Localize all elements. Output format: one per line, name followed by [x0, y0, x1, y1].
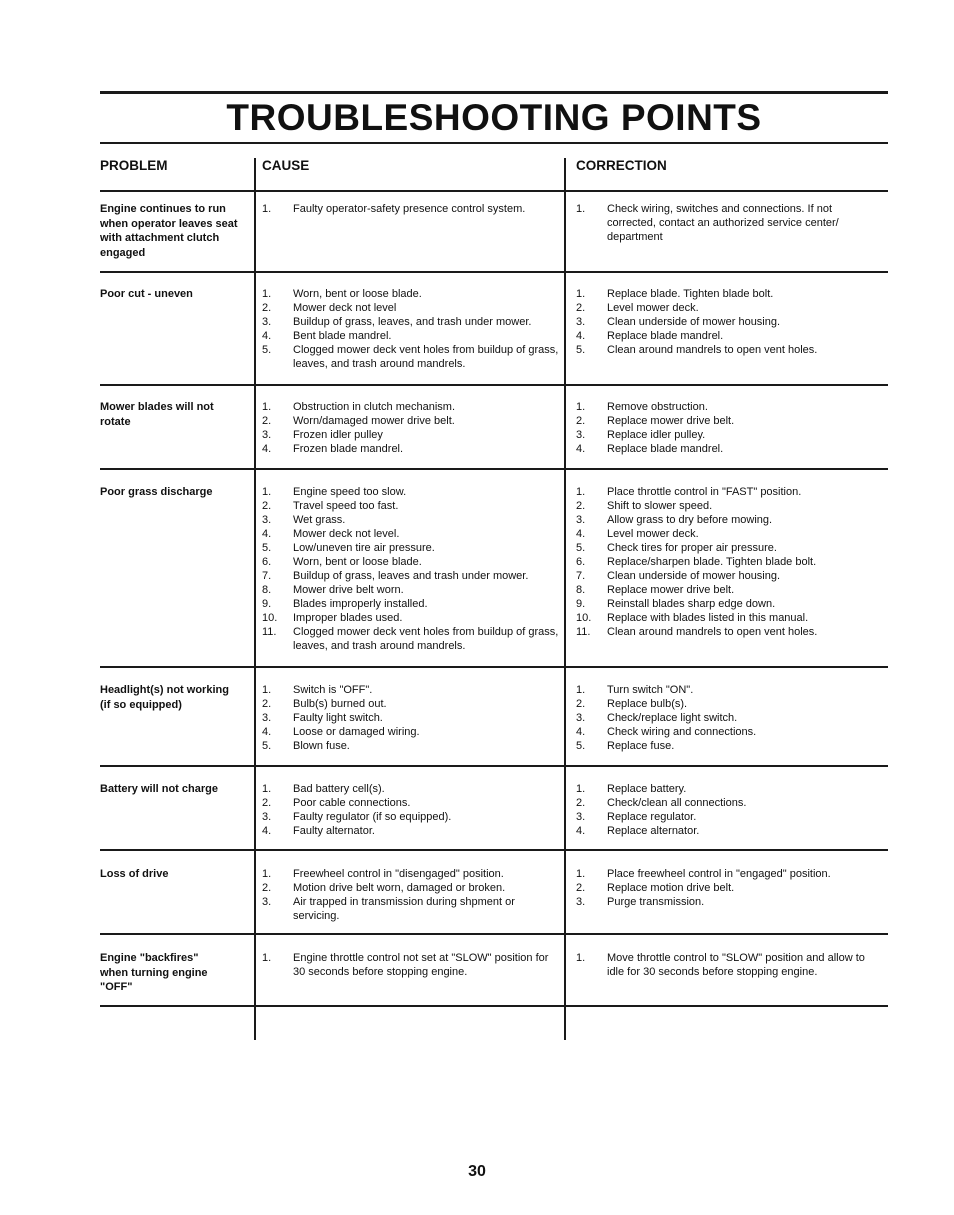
cause-list: [262, 951, 562, 979]
row-divider: [100, 933, 888, 935]
list-item: 3. Buildup of grass, leaves, and trash under mower.: [262, 316, 532, 328]
list-item: 10. Replace with blades listed in this manual.: [576, 612, 809, 624]
list-item: 4. Replace alternator.: [576, 825, 700, 837]
row-divider: [100, 849, 888, 851]
column-divider-correction: [564, 158, 566, 1040]
list-item: 3. Wet grass.: [262, 514, 346, 526]
row-divider: [100, 384, 888, 386]
column-divider-cause: [254, 158, 256, 1040]
list-item: 2. Poor cable connections.: [262, 797, 411, 809]
list-item: 1. Freewheel control in "disengaged" position.: [262, 868, 504, 880]
correction-list: [576, 287, 881, 357]
list-item: 1. Remove obstruction.: [576, 401, 708, 413]
list-item: 3. Replace idler pulley.: [576, 429, 706, 441]
list-item: 1. Replace battery.: [576, 783, 687, 795]
problem-loss-of-drive: Loss of drive: [100, 868, 169, 880]
cause-list: [262, 202, 562, 216]
list-item: 4. Loose or damaged wiring.: [262, 726, 420, 738]
list-item: 5. Replace fuse.: [576, 740, 675, 752]
correction-list: [576, 951, 881, 979]
correction-list: [576, 485, 881, 639]
list-item: 2. Replace mower drive belt.: [576, 415, 735, 427]
list-item: 1. Obstruction in clutch mechanism.: [262, 401, 456, 413]
list-item: 2. Bulb(s) burned out.: [262, 698, 387, 710]
cause-list: [262, 782, 562, 838]
list-item: 5. Blown fuse.: [262, 740, 350, 752]
list-item: 2. Replace bulb(s).: [576, 698, 688, 710]
row-divider: [100, 666, 888, 668]
list-item: 3. Faulty light switch.: [262, 712, 383, 724]
problem-battery: Battery will not charge: [100, 783, 218, 795]
list-item: 1. Move throttle control to "SLOW" position and allow to idle for 30 seconds before stopping engine.: [576, 952, 865, 978]
list-item: 7. Clean underside of mower housing.: [576, 570, 781, 582]
correction-list: [576, 782, 881, 838]
list-item: 7. Buildup of grass, leaves and trash under mower.: [262, 570, 529, 582]
list-item: 2. Replace motion drive belt.: [576, 882, 735, 894]
list-item: 9. Blades improperly installed.: [262, 598, 428, 610]
list-item: 5. Low/uneven tire air pressure.: [262, 542, 435, 554]
list-item: 5. Clogged mower deck vent holes from buildup of grass, leaves, and trash around mandrels.: [262, 344, 559, 370]
list-item: 3. Replace regulator.: [576, 811, 697, 823]
list-item: 1. Turn switch "ON".: [576, 684, 694, 696]
list-item: 2. Mower deck not level: [262, 302, 397, 314]
correction-list: [576, 202, 881, 244]
list-item: 8. Mower drive belt worn.: [262, 584, 404, 596]
list-item: 11. Clogged mower deck vent holes from buildup of grass, leaves, and trash around mandrels.: [262, 626, 559, 652]
header-correction: CORRECTION: [576, 158, 667, 173]
cause-list: [262, 287, 562, 371]
list-item: 4. Check wiring and connections.: [576, 726, 757, 738]
list-item: 4. Level mower deck.: [576, 528, 699, 540]
correction-list: [576, 683, 881, 753]
list-item: 2. Shift to slower speed.: [576, 500, 713, 512]
correction-list: [576, 400, 881, 456]
page-number: 30: [468, 1163, 486, 1180]
list-item: 3. Air trapped in transmission during shpment or servicing.: [262, 896, 515, 922]
cause-list: [262, 400, 562, 456]
list-item: 2. Motion drive belt worn, damaged or broken.: [262, 882, 506, 894]
list-item: 10. Improper blades used.: [262, 612, 403, 624]
problem-engine-backfires: Engine "backfires" when turning engine "OFF": [100, 952, 208, 993]
list-item: 5. Check tires for proper air pressure.: [576, 542, 777, 554]
list-item: 3. Allow grass to dry before mowing.: [576, 514, 773, 526]
list-item: 1. Replace blade. Tighten blade bolt.: [576, 288, 774, 300]
list-item: 1. Engine throttle control not set at "SLOW" position for 30 seconds before stopping engine.: [262, 952, 549, 978]
list-item: 2. Travel speed too fast.: [262, 500, 399, 512]
list-item: 1. Check wiring, switches and connections. If not corrected, contact an authorized service center/ department: [576, 203, 839, 243]
list-item: 11. Clean around mandrels to open vent holes.: [576, 626, 818, 638]
list-item: 1. Faulty operator-safety presence control system.: [262, 203, 526, 215]
list-item: 9. Reinstall blades sharp edge down.: [576, 598, 776, 610]
list-item: 3. Clean underside of mower housing.: [576, 316, 781, 328]
list-item: 4. Replace blade mandrel.: [576, 443, 724, 455]
list-item: 1. Worn, bent or loose blade.: [262, 288, 422, 300]
list-item: 2. Worn/damaged mower drive belt.: [262, 415, 455, 427]
row-divider: [100, 765, 888, 767]
page-title: TROUBLESHOOTING POINTS: [226, 97, 762, 138]
list-item: 4. Frozen blade mandrel.: [262, 443, 404, 455]
cause-list: [262, 683, 562, 753]
list-item: 4. Bent blade mandrel.: [262, 330, 392, 342]
list-item: 2. Level mower deck.: [576, 302, 699, 314]
problem-poor-cut: Poor cut - uneven: [100, 288, 193, 300]
correction-list: [576, 867, 881, 909]
problem-headlights: Headlight(s) not working (if so equipped): [100, 684, 229, 711]
list-item: 4. Mower deck not level.: [262, 528, 400, 540]
header-cause: CAUSE: [262, 158, 310, 173]
list-item: 3. Faulty regulator (if so equipped).: [262, 811, 452, 823]
list-item: 1. Bad battery cell(s).: [262, 783, 385, 795]
list-item: 3. Frozen idler pulley: [262, 429, 383, 441]
list-item: 1. Place throttle control in "FAST" position.: [576, 486, 802, 498]
list-item: 1. Place freewheel control in "engaged" position.: [576, 868, 831, 880]
problem-poor-grass-discharge: Poor grass discharge: [100, 486, 213, 498]
list-item: 8. Replace mower drive belt.: [576, 584, 735, 596]
list-item: 6. Worn, bent or loose blade.: [262, 556, 422, 568]
cause-list: [262, 485, 562, 653]
list-item: 3. Check/replace light switch.: [576, 712, 738, 724]
list-item: 1. Engine speed too slow.: [262, 486, 407, 498]
cause-list: [262, 867, 562, 923]
list-item: 5. Clean around mandrels to open vent holes.: [576, 344, 818, 356]
row-divider: [100, 271, 888, 273]
title-bottom-rule: [100, 142, 888, 144]
problem-blades-not-rotate: Mower blades will not rotate: [100, 401, 214, 428]
list-item: 4. Replace blade mandrel.: [576, 330, 724, 342]
list-item: 2. Check/clean all connections.: [576, 797, 747, 809]
row-divider: [100, 190, 888, 192]
list-item: 4. Faulty alternator.: [262, 825, 375, 837]
list-item: 1. Switch is "OFF".: [262, 684, 373, 696]
row-divider: [100, 1005, 888, 1007]
list-item: 3. Purge transmission.: [576, 896, 705, 908]
row-divider: [100, 468, 888, 470]
header-problem: PROBLEM: [100, 158, 168, 173]
list-item: 6. Replace/sharpen blade. Tighten blade bolt.: [576, 556, 817, 568]
problem-engine-continues: Engine continues to run when operator leaves seat with attachment clutch engaged: [100, 203, 238, 259]
